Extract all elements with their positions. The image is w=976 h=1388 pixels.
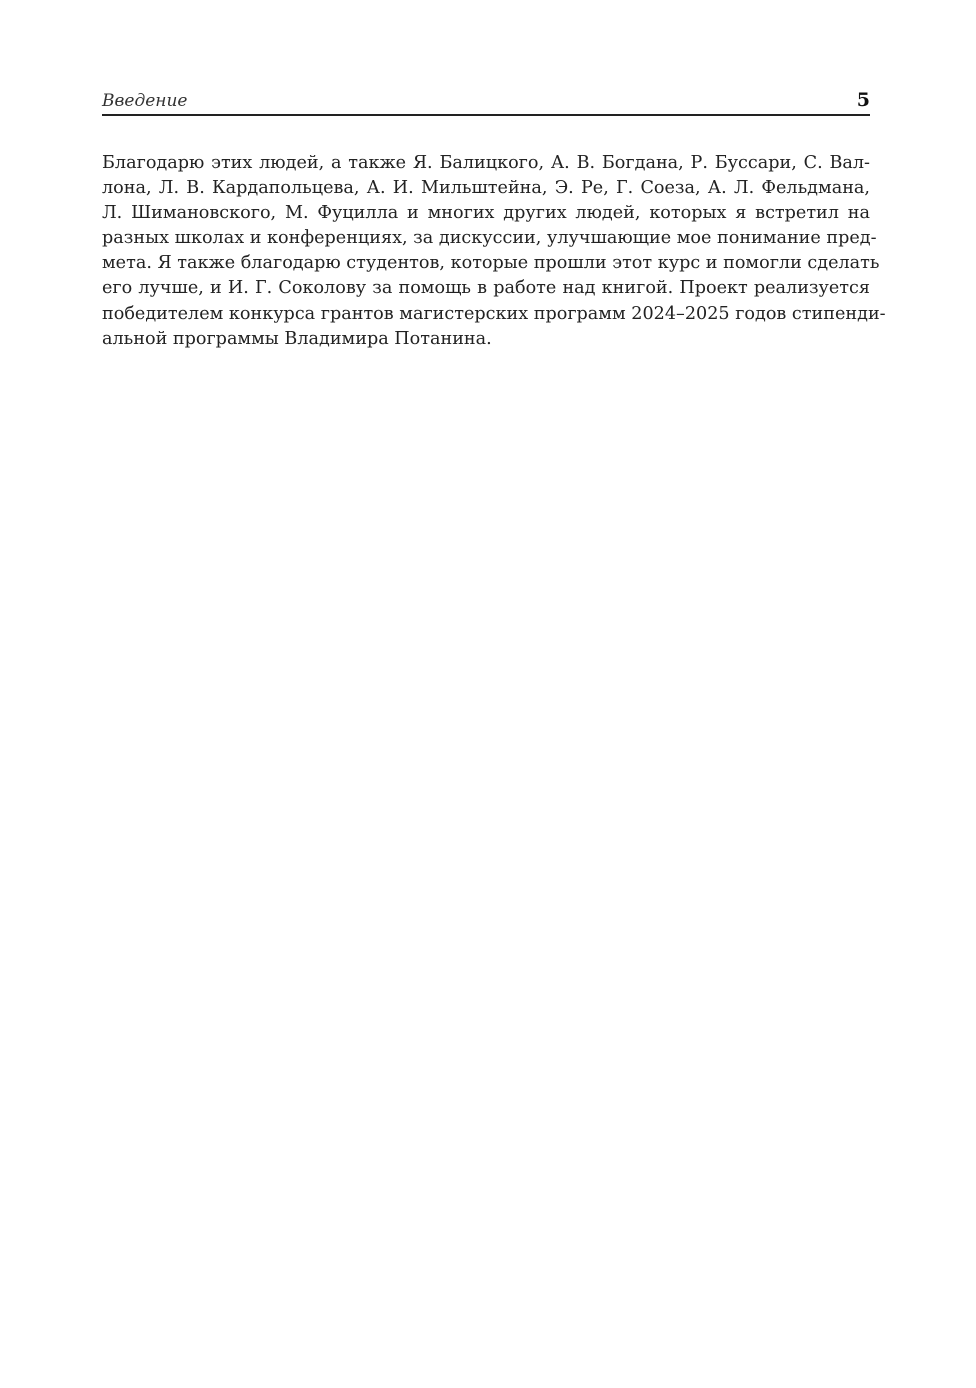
paragraph-line: альной программы Владимира Потанина. [102, 328, 492, 349]
paragraph-line: Л. Шимановского, М. Фуцилла и многих других людей, которых я встретил на [102, 203, 870, 224]
page-number: 5 [856, 89, 870, 111]
running-head: Введение [102, 91, 188, 111]
paragraph-line: мета. Я также благодарю студентов, которые прошли этот курс и помогли сделать [102, 253, 880, 274]
paragraph-line: его лучше, и И. Г. Соколову за помощь в работе над книгой. Проект реализуется [102, 278, 870, 299]
paragraph-line: Благодарю этих людей, а также Я. Балицкого, А. В. Богдана, Р. Буссари, С. Вал- [102, 153, 870, 173]
page-header [102, 88, 870, 116]
paragraph-line: лона, Л. В. Кардапольцева, А. И. Мильштейна, Э. Ре, Г. Соеза, А. Л. Фельдмана, [102, 178, 870, 199]
paragraph-line: победителем конкурса грантов магистерских программ 2024–2025 годов стипенди- [102, 303, 886, 324]
acknowledgement-paragraph [102, 151, 886, 352]
paragraph-line: разных школах и конференциях, за дискуссии, улучшающие мое понимание пред- [102, 228, 877, 249]
